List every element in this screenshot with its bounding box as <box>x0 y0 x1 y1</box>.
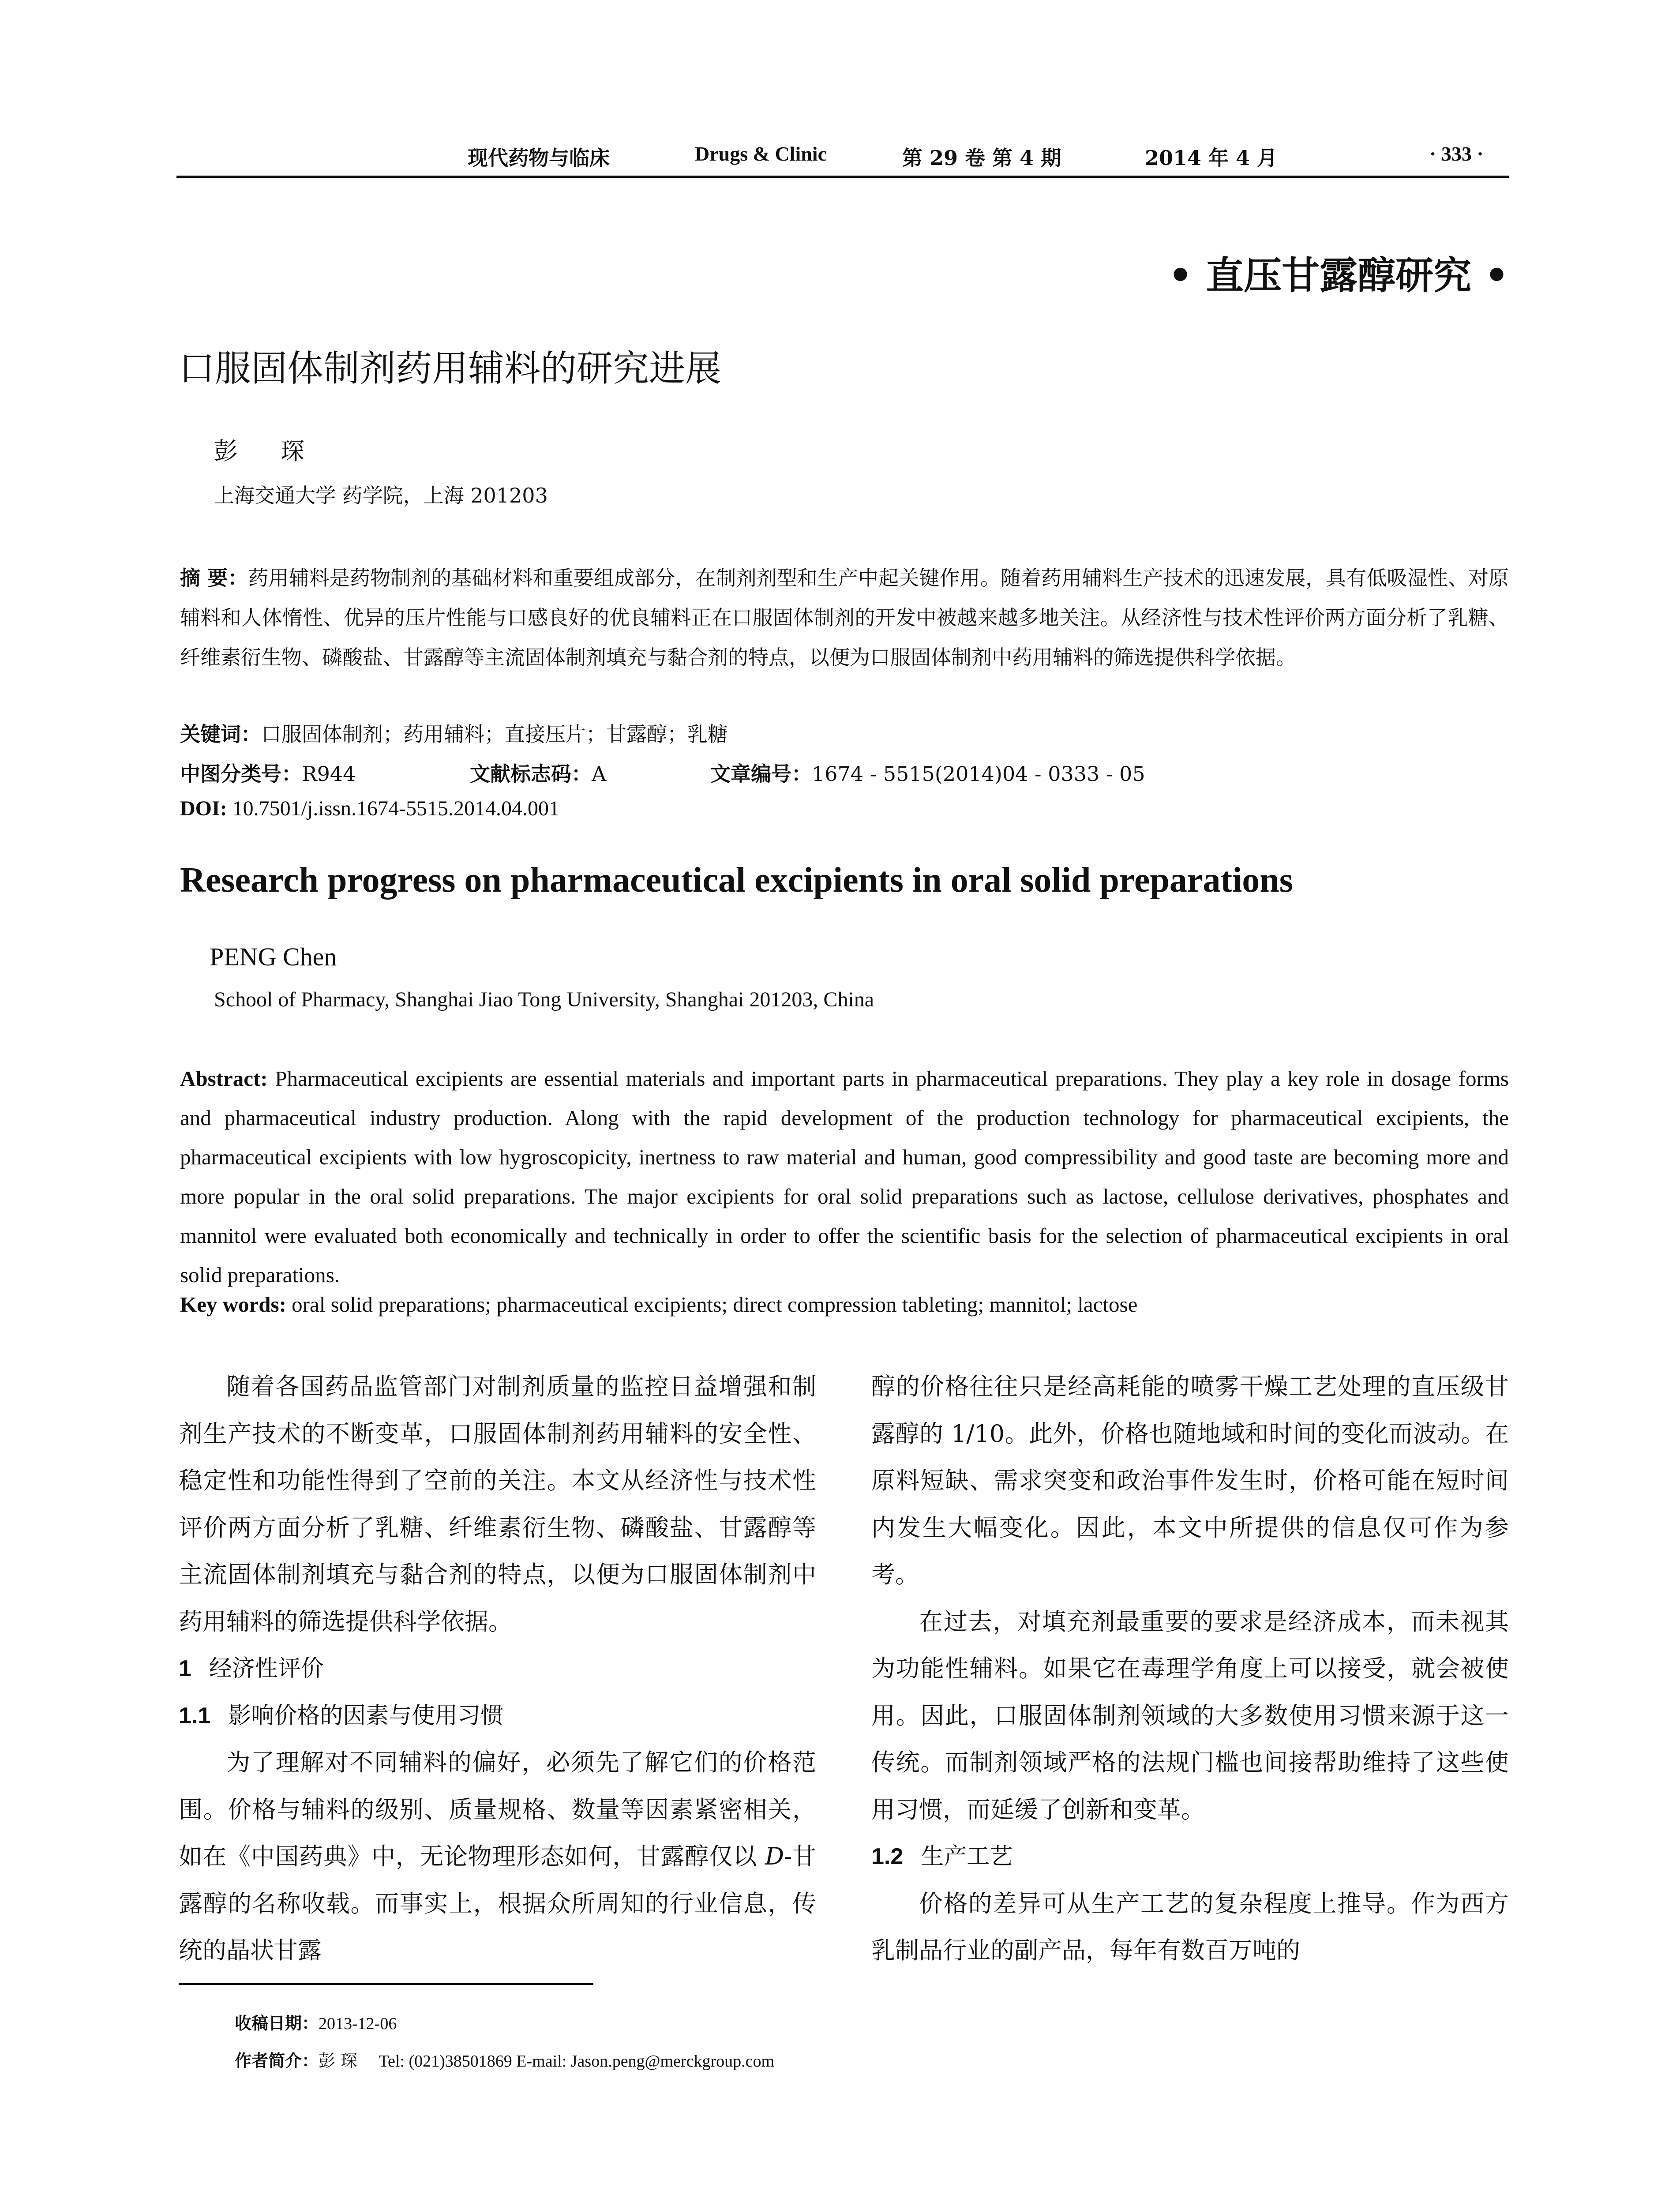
keywords-cn-text: 口服固体制剂；药用辅料；直接压片；甘露醇；乳糖 <box>261 722 728 746</box>
paragraph-1-1-part-b: -甘露醇的名称收载。而事实上，根据众所周知的行业信息，传统的晶状甘露 <box>179 1842 816 1964</box>
journal-name-cn: 现代药物与临床 <box>468 147 610 169</box>
doc-code-value: A <box>592 762 607 786</box>
received-value: 2013-12-06 <box>319 2015 397 2033</box>
issue-date: 2014 年 4 月 <box>1145 146 1278 170</box>
body-column-left <box>179 1363 816 1974</box>
bio-label: 作者简介： <box>235 2051 319 2071</box>
doi <box>180 796 559 821</box>
received-date <box>235 2010 397 2034</box>
clc-label: 中图分类号： <box>180 762 302 786</box>
article-number-value: 1674 - 5515(2014)04 - 0333 - 05 <box>812 762 1145 786</box>
heading-1-number: 1 <box>179 1656 191 1681</box>
received-label: 收稿日期： <box>235 2014 319 2033</box>
heading-1-1 <box>179 1692 816 1740</box>
doc-code-line <box>470 758 606 787</box>
bio-name: 彭 琛 <box>319 2051 358 2071</box>
paragraph-past: 在过去，对填充剂最重要的要求是经济成本，而未视其为功能性辅料。如果它在毒理学角度上可以接受，就会被使用。因此，口服固体制剂领域的大多数使用习惯来源于这一传统。而制剂领域严格的法规门槛也间接帮助维持了这些使用习惯，而延缓了创新和变革。 <box>871 1607 1509 1823</box>
heading-1-2 <box>871 1833 1509 1880</box>
abstract-en <box>180 1059 1509 1294</box>
keywords-en-text: oral solid preparations; pharmaceutical excipients; direct compression tableting; mannitol; lactose <box>292 1292 1138 1317</box>
continued-paragraph: 醇的价格往往只是经高耗能的喷雾干燥工艺处理的直压级甘露醇的 1/10。此外，价格也随地域和时间的变化而波动。在原料短缺、需求突变和政治事件发生时，价格可能在短时间内发生大幅变化。因此，本文中所提供的信息仅可作为参考。 <box>871 1373 1509 1588</box>
affiliation-en: School of Pharmacy, Shanghai Jiao Tong University, Shanghai 201203, China <box>214 988 874 1011</box>
author-en: PENG Chen <box>210 942 337 971</box>
doc-code-label: 文献标志码： <box>470 762 592 786</box>
intro-paragraph: 随着各国药品监管部门对制剂质量的监控日益增强和制剂生产技术的不断变革，口服固体制剂药用辅料的安全性、稳定性和功能性得到了空前的关注。本文从经济性与技术性评价两方面分析了乳糖、纤维素衍生物、磷酸盐、甘露醇等主流固体制剂填充与黏合剂的特点，以便为口服固体制剂中药用辅料的筛选提供科学依据。 <box>179 1373 816 1636</box>
footnote-rule <box>179 1983 593 1985</box>
author-cn: 彭 琛 <box>214 437 322 465</box>
heading-1 <box>179 1645 816 1692</box>
heading-1-2-number: 1.2 <box>871 1844 904 1869</box>
abstract-en-text: Pharmaceutical excipients are essential materials and important parts in pharmaceutical preparations. They play a key role in dosage forms and pharmaceutical industry production. Along with the rapid development of the production technology for pharmaceutical excipients, the pharmaceutical excipients with low hygroscopicity, inertness to raw material and human, good compressibility and good taste are becoming more and more popular in the oral solid preparations. The major excipients for oral solid preparations such as lactose, cellulose derivatives, phosphates and mannitol were evaluated both economically and technically in order to offer the scientific basis for the selection of pharmaceutical excipients in oral solid preparations. <box>180 1066 1509 1287</box>
heading-1-1-text: 影响价格的因素与使用习惯 <box>228 1702 504 1729</box>
paragraph-1-2: 价格的差异可从生产工艺的复杂程度上推导。作为西方乳制品行业的副产品，每年有数百万吨的 <box>871 1889 1509 1964</box>
heading-1-text: 经济性评价 <box>209 1655 324 1682</box>
affiliation-cn: 上海交通大学 药学院，上海 201203 <box>214 484 548 507</box>
paragraph-1-1-part-a: 为了理解对不同辅料的偏好，必须先了解它们的价格范围。价格与辅料的级别、质量规格、数量等因素紧密相关，如在《中国药典》中，无论物理形态如何，甘露醇仅以 <box>179 1748 816 1870</box>
section-tag: • 直压甘露醇研究 • <box>1168 254 1509 298</box>
volume-issue: 第 29 卷 第 4 期 <box>902 146 1061 170</box>
paragraph-1-1-italic: D <box>765 1842 784 1870</box>
keywords-en-label: Key words: <box>180 1292 286 1317</box>
heading-1-1-number: 1.1 <box>179 1703 211 1729</box>
article-number-label: 文章编号： <box>710 762 812 786</box>
journal-name-en: Drugs & Clinic <box>695 143 827 165</box>
article-title-en: Research progress on pharmaceutical excipients in oral solid preparations <box>180 861 1293 900</box>
abstract-cn <box>180 558 1509 677</box>
abstract-cn-label: 摘 要： <box>180 566 248 590</box>
article-title-cn: 口服固体制剂药用辅料的研究进展 <box>179 348 722 390</box>
keywords-en <box>180 1292 1137 1317</box>
heading-1-2-text: 生产工艺 <box>921 1843 1013 1870</box>
paragraph-1-1 <box>179 1739 816 1974</box>
bio-contact: Tel: (021)38501869 E-mail: Jason.peng@merckgroup.com <box>379 2052 775 2071</box>
page-number: · 333 · <box>1429 143 1484 165</box>
body-column-right <box>871 1363 1509 1974</box>
abstract-en-label: Abstract: <box>180 1066 268 1091</box>
clc-value: R944 <box>302 762 356 786</box>
abstract-cn-text: 药用辅料是药物制剂的基础材料和重要组成部分，在制剂剂型和生产中起关键作用。随着药用辅料生产技术的迅速发展，具有低吸湿性、对原辅料和人体惰性、优异的压片性能与口感良好的优良辅料正在口服固体制剂的开发中被越来越多地关注。从经济性与技术性评价两方面分析了乳糖、纤维素衍生物、磷酸盐、甘露醇等主流固体制剂填充与黏合剂的特点，以便为口服固体制剂中药用辅料的筛选提供科学依据。 <box>180 566 1509 669</box>
author-bio <box>235 2047 774 2071</box>
doi-label: DOI: <box>180 797 227 820</box>
classification-line <box>180 758 356 787</box>
header-rule <box>176 176 1509 178</box>
keywords-cn <box>180 718 728 747</box>
doi-value: 10.7501/j.issn.1674-5515.2014.04.001 <box>232 797 560 820</box>
keywords-cn-label: 关键词： <box>180 722 261 746</box>
article-number-line <box>710 758 1145 787</box>
